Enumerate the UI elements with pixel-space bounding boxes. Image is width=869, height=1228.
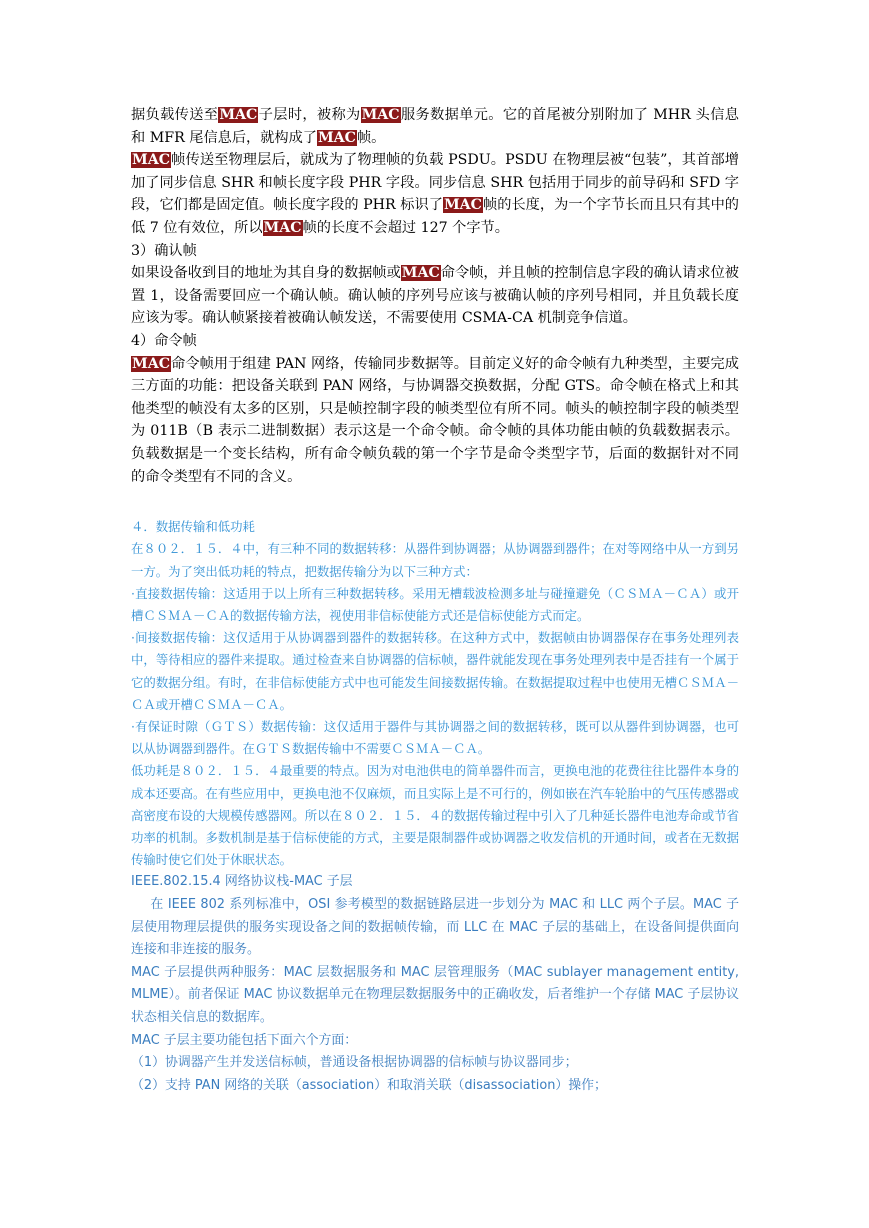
paragraph-command-frame (131, 353, 739, 489)
mac-highlight: MAC (132, 355, 171, 372)
paragraph-mac-llc: 在 IEEE 802 系列标准中，OSI 参考模型的数据链路层进一步划分为 MAC 和 LLC 两个子层。MAC 子层使用物理层提供的服务实现设备之间的数据帧传输，而 LLC 在 MAC 子层的基础上，在设备间提供面向连接和非连接的服务。 (131, 896, 739, 958)
paragraph-transfer-intro: 在８０２．１５．４中，有三种不同的数据转移：从器件到协调器；从协调器到器件；在对等网络中从一方到另一方。为了突出低功耗的特点，把数据传输分为以下三种方式： (131, 541, 739, 579)
text-run: 如果设备收到目的地址为其自身的数据帧或 (131, 265, 401, 282)
mac-highlight: MAC (219, 107, 258, 123)
paragraph-mac-services: MAC 子层提供两种服务：MAC 层数据服务和 MAC 层管理服务（MAC sublayer management entity, MLME）。前者保证 MAC 协议数据单元在物理层数据服务中的正确收发，后者维护一个存储 MAC 子层协议状态相关信息的数据库。 (131, 964, 739, 1025)
mac-sublayer-section (131, 871, 739, 1097)
bullet-direct-transfer: ·直接数据传输：这适用于以上所有三种数据转移。采用无槽载波检测多址与碰撞避免（ＣＳＭＡ－ＣＡ）或开槽ＣＳＭＡ－ＣＡ的数据传输方法，视使用非信标使能方式还是信标使能方式而定。 (131, 585, 739, 623)
section-heading-data-transfer: ４．数据传输和低功耗 (131, 519, 255, 535)
paragraph-mac-service-data-unit (131, 104, 739, 149)
text-run: 命令帧用于组建 PAN 网络，传输同步数据等。目前定义好的命令帧有九种类型，主要完成三方面的功能：把设备关联到 PAN 网络，与协调器交换数据，分配 GTS。命令帧在格式上和其他类型的帧没有太多的区别，只是帧控制字段的帧类型位有所不同。帧头的帧控制字段的帧类型为 011B（B 表示二进制数据）表示这是一个命令帧。命令帧的具体功能由帧的负载数据表示。负载数据是一个变长结构，所有命令帧负载的第一个字节是命令类型字节，后面的数据针对不同的命令类型有不同的含义。 (131, 355, 739, 485)
mac-highlight: MAC (361, 107, 400, 123)
heading-ack-frame: 3）确认帧 (131, 242, 197, 259)
text-run: 帧的长度，为一个字节长而且只有其中的低 7 位有效位，所以 (131, 197, 739, 236)
frame-section (131, 104, 739, 488)
bullet-indirect-transfer: ·间接数据传输：这仅适用于从协调器到器件的数据转移。在这种方式中，数据帧由协调器保存在事务处理列表中，等待相应的器件来提取。通过检查来自协调器的信标帧，器件就能发现在事务处理列表中是否挂有一个属于它的数据分组。有时，在非信标使能方式中也可能发生间接数据传输。在数据提取过程中也使用无槽ＣＳＭＡ－ＣＡ或开槽ＣＳＭＡ－ＣＡ。 (131, 630, 739, 712)
text-run: 命令帧，并且帧的控制信息字段的确认请求位被置 1，设备需要回应一个确认帧。确认帧的序列号应该与被确认帧的序列号相同，并且负载长度应该为零。确认帧紧接着被确认帧发送，不需要使用 CSMA-CA 机制竞争信道。 (131, 265, 739, 327)
text-run: 服务数据单元。它的首尾被分别附加了 MHR 头信息和 MFR 尾信息后，就构成了 (131, 107, 739, 146)
mac-highlight: MAC (263, 219, 302, 236)
data-transfer-section (131, 516, 739, 871)
document-page (131, 104, 739, 1097)
mac-highlight: MAC (401, 265, 440, 282)
list-item-association: （2）支持 PAN 网络的关联（association）和取消关联（disassociation）操作； (131, 1077, 607, 1093)
text-run: 据负载传送至 (131, 107, 219, 123)
section-heading-mac-sublayer: IEEE.802.15.4 网络协议栈-MAC 子层 (131, 874, 353, 890)
mac-highlight: MAC (132, 152, 171, 169)
text-run: 帧传送至物理层后，就成为了物理帧的负载 PSDU。PSDU 在物理层被“包装”，其首部增加了同步信息 SHR 和帧长度字段 PHR 字段。同步信息 SHR 包括用于同步的前导码和 SFD 字段，它们都是固定值。帧长度字段的 PHR 标识了 (131, 152, 739, 214)
bullet-gts-transfer: ·有保证时隙（ＧＴＳ）数据传输：这仅适用于器件与其协调器之间的数据转移，既可以从器件到协调器，也可以从协调器到器件。在ＧＴＳ数据传输中不需要ＣＳＭＡ－ＣＡ。 (131, 718, 739, 757)
paragraph-physical-frame (131, 149, 739, 239)
text-run: 子层时，被称为 (258, 107, 361, 123)
paragraph-mac-functions: MAC 子层主要功能包括下面六个方面： (131, 1032, 358, 1048)
paragraph-low-power: 低功耗是８０２．１５．４最重要的特点。因为对电池供电的简单器件而言，更换电池的花费往往比器件本身的成本还要高。在有些应用中，更换电池不仅麻烦，而且实际上是不可行的，例如嵌在汽车轮胎中的气压传感器或高密度布设的大规模传感器网。所以在８０２．１５．４的数据传输过程中引入了几种延长器件电池寿命或节省功率的机制。多数机制是基于信标使能的方式，主要是限制器件或协调器之收发信机的开通时间，或者在无数据传输时使它们处于休眠状态。 (131, 763, 739, 868)
paragraph-ack-frame (131, 262, 739, 330)
heading-command-frame: 4）命令帧 (131, 332, 197, 349)
list-item-beacon: （1）协调器产生并发送信标帧，普通设备根据协调器的信标帧与协议器同步； (131, 1055, 578, 1071)
text-run: 帧。 (356, 129, 386, 146)
text-run: 帧的长度不会超过 127 个字节。 (302, 219, 509, 236)
mac-highlight: MAC (443, 197, 482, 214)
mac-highlight: MAC (317, 129, 356, 146)
